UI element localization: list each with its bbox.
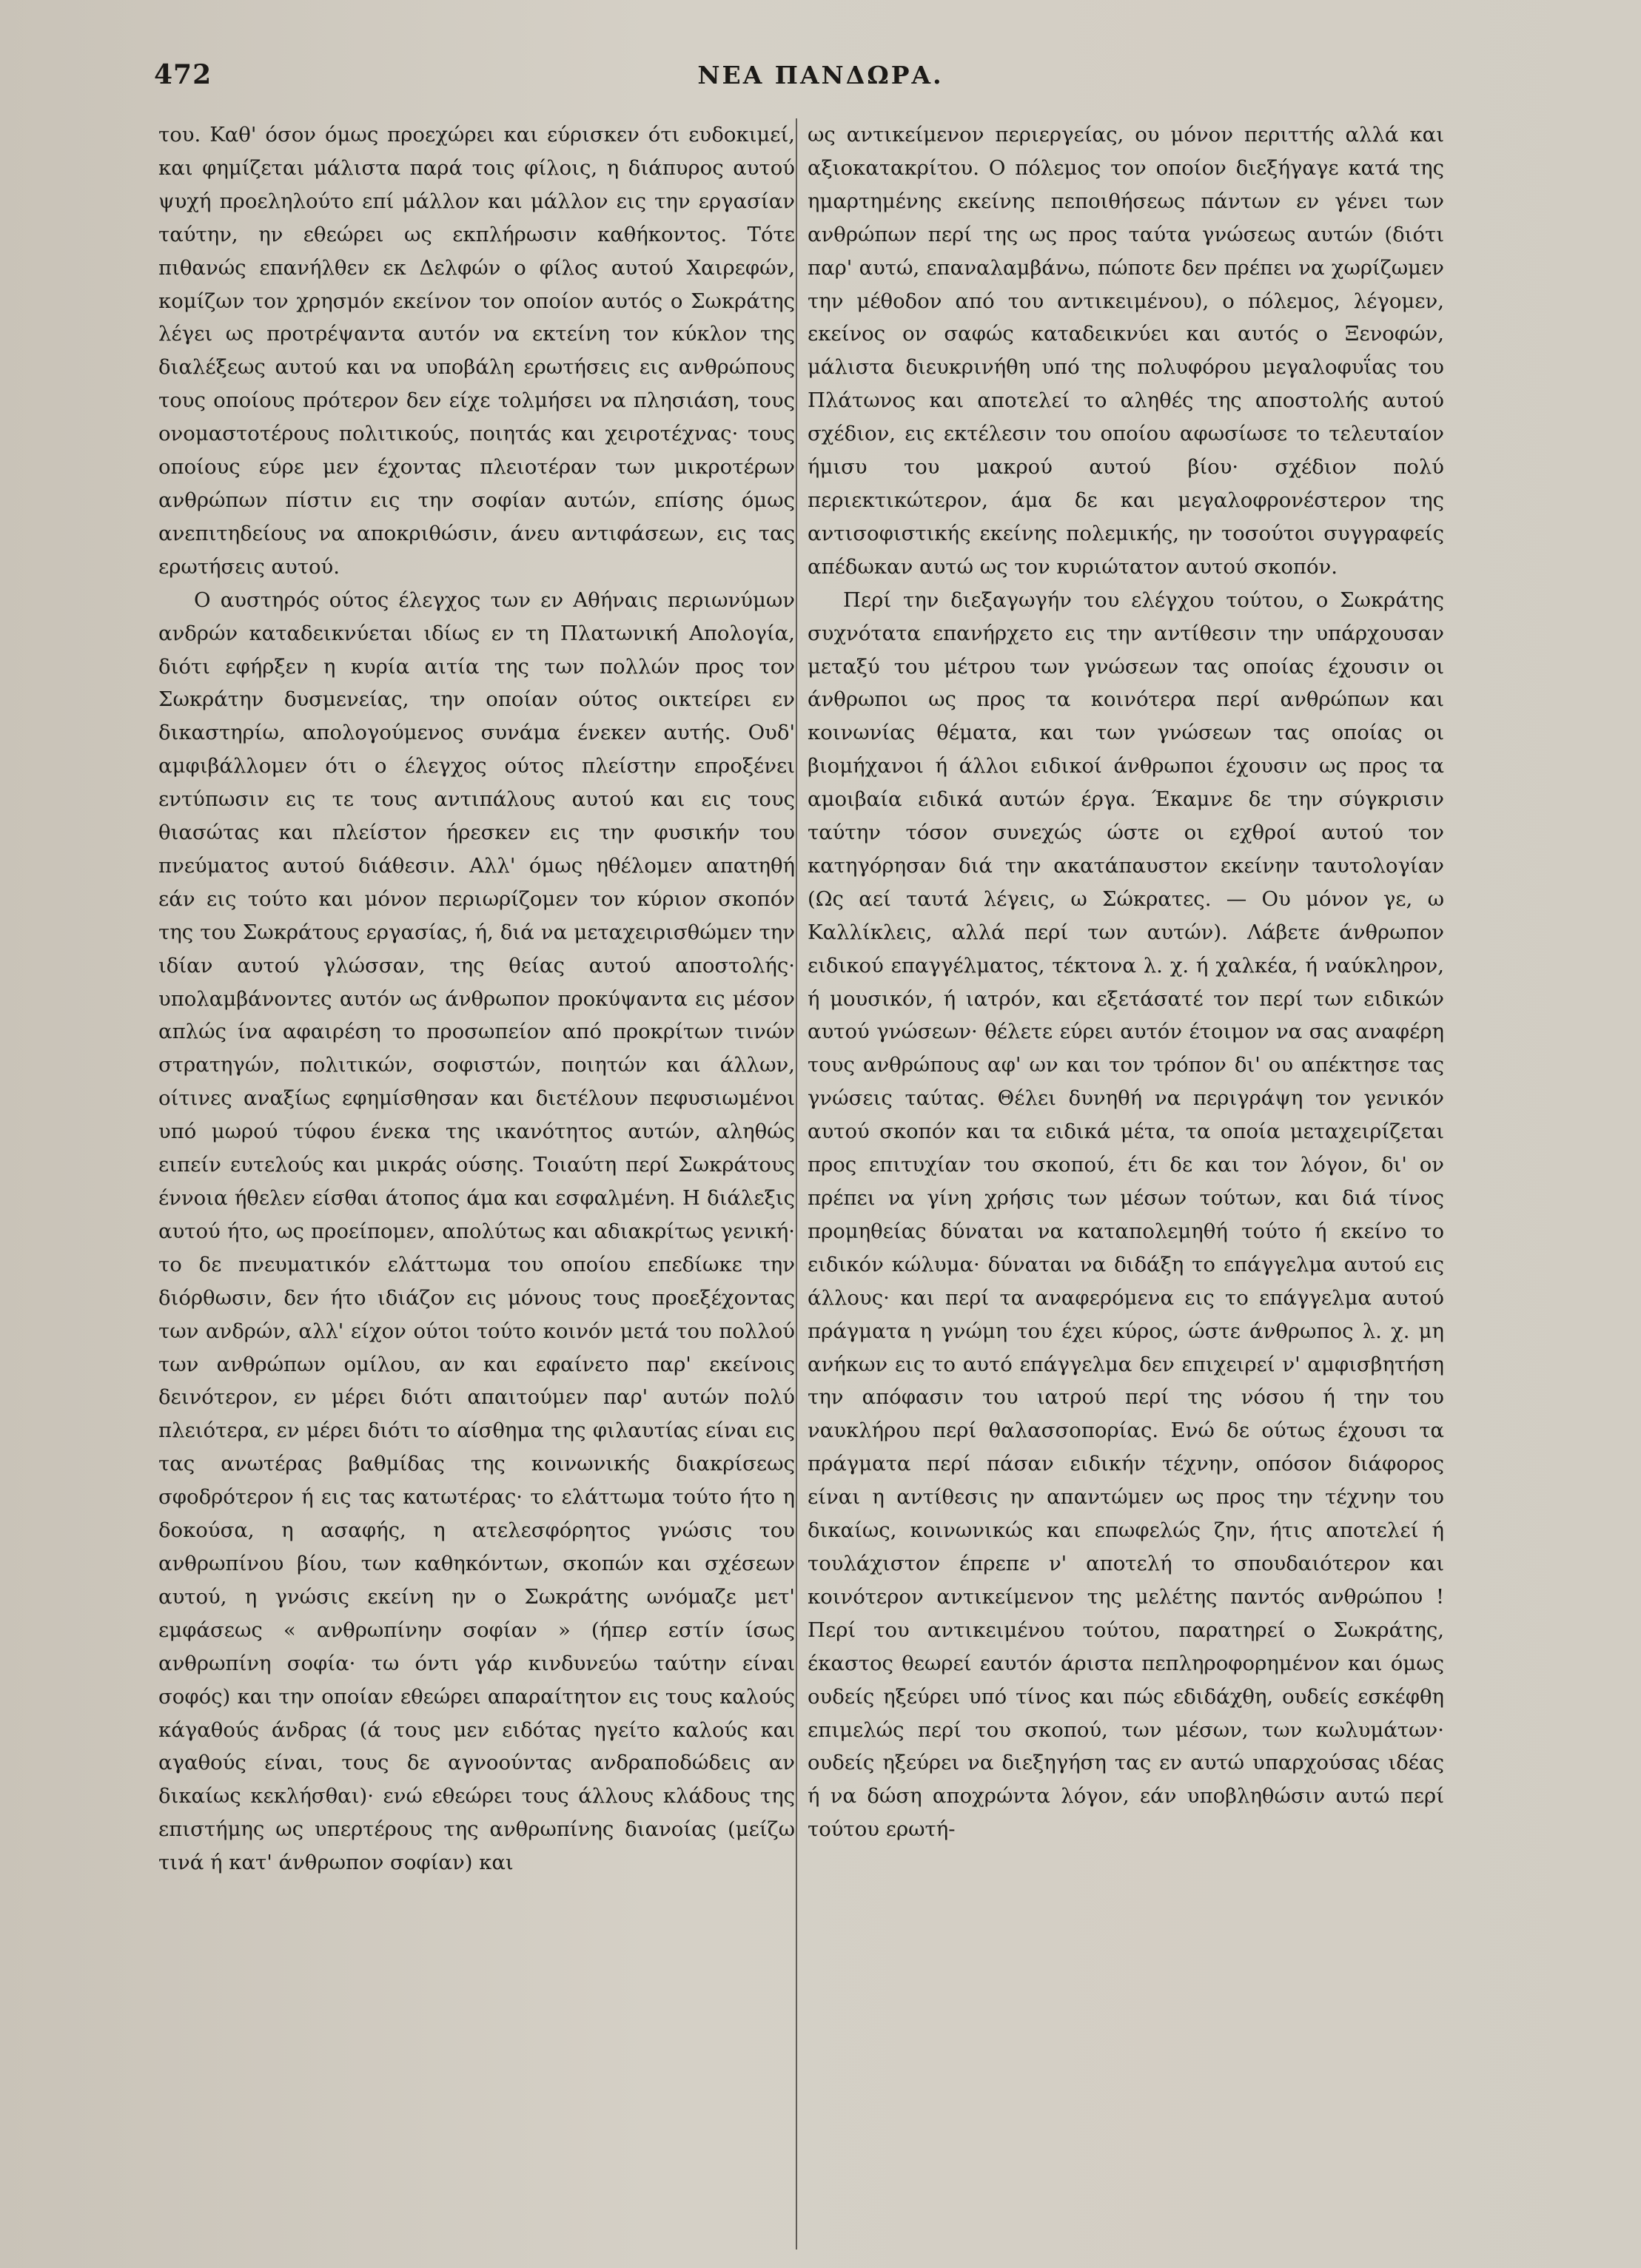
page-number: 472: [154, 59, 212, 90]
column-divider: [796, 118, 797, 2250]
left-paragraph-1: του. Καθ' όσον όμως προεχώρει και εύρισκεν ότι ευδοκιμεί, και φημίζεται μάλιστα παρά τοις φίλοις, η διάπυρος αυτού ψυχή προεληλούτο επί μάλλον και μάλλον εις την εργασίαν ταύτην, ην εθεώρει ως εκπλήρωσιν καθήκοντος. Τότε πιθανώς επανήλθεν εκ Δελφών ο φίλος αυτού Χαιρεφών, κομίζων τον χρησμόν εκείνον τον οποίον αυτός ο Σωκράτης λέγει ως προτρέψαντα αυτόν να εκτείνη τον κύκλον της διαλέξεως αυτού και να υποβάλη ερωτήσεις εις ανθρώπους τους οποίους πρότερον δεν είχε τολμήσει να πλησιάση, τους ονομαστοτέρους πολιτικούς, ποιητάς και χειροτέχνας· τους οποίους εύρε μεν έχοντας πλειοτέραν των μικροτέρων ανθρώπων πίστιν εις την σοφίαν αυτών, επίσης όμως ανεπιτηδείους να αποκριθώσιν, άνευ αντιφάσεων, εις τας ερωτήσεις αυτού.: [158, 123, 795, 579]
running-title: ΝΕΑ ΠΑΝΔΩΡΑ.: [697, 61, 944, 90]
right-paragraph-2: Περί την διεξαγωγήν του ελέγχου τούτου, ο Σωκράτης συχνότατα επανήρχετο εις την αντίθεσιν την υπάρχουσαν μεταξύ του μέτρου των γνώσεων τας οποίας έχουσιν οι άνθρωποι ως προς τα κοινότερα περί ανθρώπων και κοινωνίας θέματα, και των γνώσεων τας οποίας οι βιομήχανοι ή άλλοι ειδικοί άνθρωποι έχουσιν ως προς τα αμοιβαία ειδικά αυτών έργα. Έκαμνε δε την σύγκρισιν ταύτην τόσον συνεχώς ώστε οι εχθροί αυτού τον κατηγόρησαν διά την ακατάπαυστον εκείνην ταυτολογίαν (Ως αεί ταυτά λέγεις, ω Σώκρατες. — Ου μόνον γε, ω Καλλίκλεις, αλλά περί των αυτών). Λάβετε άνθρωπον ειδικού επαγγέλματος, τέκτονα λ. χ. ή χαλκέα, ή ναύκληρον, ή μουσικόν, ή ιατρόν, και εξετάσατέ τον περί των ειδικών αυτού γνώσεων· θέλετε εύρει αυτόν έτοιμον να σας αναφέρη τους ανθρώπους αφ' ων και τον τρόπον δι' ου απέκτησε τας γνώσεις ταύτας. Θέλει δυνηθή να περιγράψη τον γενικόν αυτού σκοπόν και τα ειδικά μέτα, τα οποία μεταχειρίζεται προς επιτυχίαν του σκοπού, έτι δε και τον λόγον, δι' ον πρέπει να γίνη χρήσις των μέσων τούτων, και διά τίνος προμηθείας δύναται να καταπολεμηθή τούτο ή εκείνο το ειδικόν κώλυμα· δύναται να διδάξη το επάγγελμα αυτού εις άλλους· και περί τα αναφερόμενα εις το επάγγελμα αυτού πράγματα η γνώμη του έχει κύρος, ώστε άνθρωπος λ. χ. μη ανήκων εις το αυτό επάγγελμα δεν επιχειρεί ν' αμφισβητήση την απόφασιν του ιατρού περί της νόσου ή την του ναυκλήρου περί θαλασσοπορίας. Ενώ δε ούτως έχουσι τα πράγματα περί πάσαν ειδικήν τέχνην, οπόσον διάφορος είναι η αντίθεσις ην απαντώμεν ως προς την τέχνην του δικαίως, κοινωνικώς και επωφελώς ζην, ήτις αποτελεί ή τουλάχιστον έπρεπε ν' αποτελή το σπουδαιότερον και κοινότερον αντικείμενον της μελέτης παντός ανθρώπου ! Περί του αντικειμένου τούτου, παρατηρεί ο Σωκράτης, έκαστος θεωρεί εαυτόν άριστα πεπληροφορημένον και όμως ουδείς ηξεύρει υπό τίνος και πώς εδιδάχθη, ουδείς εσκέφθη επιμελώς περί του σκοπού, των μέσων, των κωλυμάτων· ουδείς ηξεύρει να διεξηγήση τας εν αυτώ υπαρχούσας ιδέας ή να δώση αποχρώντα λόγον, εάν υποβληθώσιν αυτώ περί τούτου ερωτή-: [808, 588, 1444, 1842]
left-paragraph-2: Ο αυστηρός ούτος έλεγχος των εν Αθήναις περιωνύμων ανδρών καταδεικνύεται ιδίως εν τη Πλατωνική Απολογία, διότι εφήρξεν η κυρία αιτία της των πολλών προς τον Σωκράτην δυσμενείας, την οποίαν ούτος οικτείρει εν δικαστηρίω, απολογούμενος συνάμα ένεκεν αυτής. Ουδ' αμφιβάλλομεν ότι ο έλεγχος ούτος πλείστην επροξένει εντύπωσιν εις τε τους αντιπάλους αυτού και εις τους θιασώτας και πλείστον ήρεσκεν εις την φυσικήν του πνεύματος αυτού διάθεσιν. Αλλ' όμως ηθέλομεν απατηθή εάν εις τούτο και μόνον περιωρίζομεν τον κύριον σκοπόν της του Σωκράτους εργασίας, ή, διά να μεταχειρισθώμεν την ιδίαν αυτού γλώσσαν, της θείας αυτού αποστολής· υπολαμβάνοντες αυτόν ως άνθρωπον προκύψαντα εις μέσον απλώς ίνα αφαιρέση το προσωπείον από προκρίτων τινών στρατηγών, πολιτικών, σοφιστών, ποιητών και άλλων, οίτινες αναξίως εφημίσθησαν και διετέλουν πεφυσιωμένοι υπό μωρού τύφου ένεκα της ικανότητος αυτών, αληθώς ειπείν ευτελούς και μικράς ούσης. Τοιαύτη περί Σωκράτους έννοια ήθελεν είσθαι άτοπος άμα και εσφαλμένη. Η διάλεξις αυτού ήτο, ως προείπομεν, απολύτως και αδιακρίτως γενική· το δε πνευματικόν ελάττωμα του οποίου επεδίωκε την διόρθωσιν, δεν ήτο ιδιάζον εις μόνους τους προεξέχοντας των ανδρών, αλλ' είχον ούτοι τούτο κοινόν μετά του πολλού των ανθρώπων ομίλου, αν και εφαίνετο παρ' εκείνοις δεινότερον, εν μέρει διότι απαιτούμεν παρ' αυτών πολύ πλειότερα, εν μέρει διότι το αίσθημα της φιλαυτίας είναι εις τας ανωτέρας βαθμίδας της κοινωνικής διακρίσεως σφοδρότερον ή εις τας κατωτέρας· το ελάττωμα τούτο ήτο η δοκούσα, η ασαφής, η ατελεσφόρητος γνώσις του ανθρωπίνου βίου, των καθηκόντων, σκοπών και σχέσεων αυτού, η γνώσις εκείνη ην ο Σωκράτης ωνόμαζε μετ' εμφάσεως « ανθρωπίνην σοφίαν » (ήπερ εστίν ίσως ανθρωπίνη σοφία· τω όντι γάρ κινδυνεύω ταύτην είναι σοφός) και την οποίαν εθεώρει απαραίτητον εις τους καλούς κάγαθούς άνδρας (ά τους μεν ειδότας ηγείτο καλούς και αγαθούς είναι, τους δε αγνοούντας ανδραποδώδεις αν δικαίως κεκλήσθαι)· ενώ εθεώρει τους άλλους κλάδους της επιστήμης ως υπερτέρους της ανθρωπίνης διανοίας (μείζω τινά ή κατ' άνθρωπον σοφίαν) και: [158, 588, 795, 1875]
right-paragraph-1: ως αντικείμενον περιεργείας, ου μόνον περιττής αλλά και αξιοκατακρίτου. Ο πόλεμος τον οποίον διεξήγαγε κατά της ημαρτημένης εκείνης πεποιθήσεως πάντων εν γένει των ανθρώπων περί της ως προς ταύτα γνώσεως αυτών (διότι παρ' αυτώ, επαναλαμβάνω, πώποτε δεν πρέπει να χωρίζωμεν την μέθοδον από του αντικειμένου), ο πόλεμος, λέγομεν, εκείνος ον σαφώς καταδεικνύει και αυτός ο Ξενοφών, μάλιστα διευκρινήθη υπό της πολυφόρου μεγαλοφυΐας του Πλάτωνος και αποτελεί το αληθές της αποστολής αυτού σχέδιον, εις εκτέλεσιν του οποίου αφωσίωσε το τελευταίον ήμισυ του μακρού αυτού βίου· σχέδιον πολύ περιεκτικώτερον, άμα δε και μεγαλοφρονέστερον της αντισοφιστικής εκείνης πολεμικής, ην τοσούτοι συγγραφείς απέδωκαν αυτώ ως τον κυριώτατον αυτού σκοπόν.: [808, 123, 1444, 579]
right-column: [808, 118, 1444, 2250]
page-header: [0, 59, 1641, 104]
left-column: [158, 118, 795, 2250]
